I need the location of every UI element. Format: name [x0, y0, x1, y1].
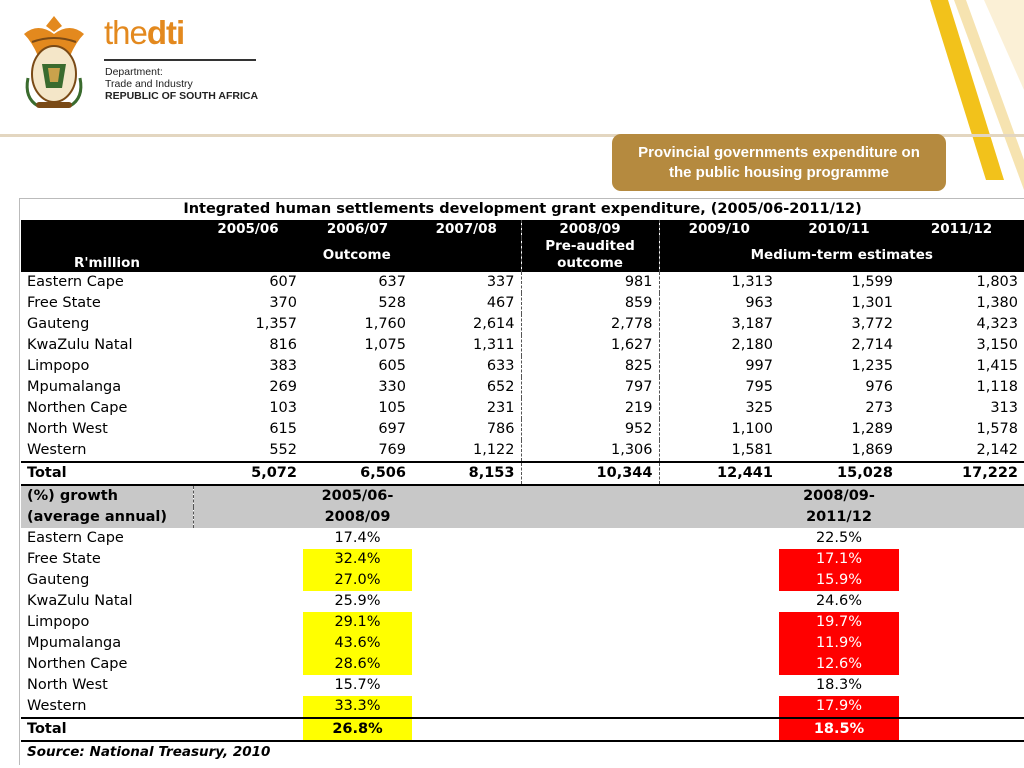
expenditure-value: 1,627	[521, 335, 659, 356]
expenditure-value: 952	[521, 419, 659, 440]
growth-row	[21, 528, 1024, 549]
spacer	[412, 591, 779, 612]
spacer	[899, 675, 1024, 696]
expenditure-value: 231	[412, 398, 521, 419]
spacer	[193, 570, 303, 591]
growth-total-b: 18.5%	[779, 718, 899, 741]
expenditure-value: 1,122	[412, 440, 521, 462]
total-label: Total	[21, 718, 193, 741]
expenditure-value: 269	[269, 379, 297, 395]
expenditure-value: 313	[990, 400, 1019, 416]
expenditure-value: 467	[412, 293, 521, 314]
department-name	[105, 66, 258, 102]
total-value: 17,222	[899, 462, 1024, 485]
total-value: 12,441	[659, 462, 779, 485]
growth-value-a: 27.0%	[303, 570, 412, 591]
spacer	[412, 675, 779, 696]
spacer	[193, 507, 303, 528]
expenditure-value: 633	[412, 356, 521, 377]
spacer	[412, 633, 779, 654]
expenditure-value: 337	[412, 272, 521, 293]
group-preaudited-line-2: outcome	[557, 255, 623, 271]
source-row	[21, 741, 1024, 763]
spacer	[899, 485, 1024, 507]
expenditure-value: 330	[378, 379, 406, 395]
expenditure-value: 273	[865, 400, 893, 416]
province-name: Limpopo	[27, 358, 90, 374]
province-name: Free State	[27, 551, 101, 567]
expenditure-value: 981	[521, 272, 659, 293]
spacer	[193, 591, 303, 612]
growth-value-b: 22.5%	[815, 530, 863, 546]
expenditure-value: 325	[745, 400, 773, 416]
growth-value-a: 43.6%	[303, 633, 412, 654]
expenditure-value: 1,311	[412, 335, 521, 356]
expenditure-value: 219	[521, 398, 659, 419]
slide-title-line-1: Provincial governments expenditure on	[638, 143, 920, 161]
expenditure-value: 370	[269, 295, 297, 311]
expenditure-table	[21, 199, 1024, 763]
total-value: 15,028	[779, 462, 899, 485]
table-row	[21, 377, 1024, 398]
year-header: 2006/07	[303, 220, 412, 238]
table-row	[21, 272, 1024, 293]
source-note: Source: National Treasury, 2010	[21, 741, 1024, 763]
group-mtef: Medium-term estimates	[659, 238, 1024, 272]
spacer	[412, 485, 779, 507]
expenditure-value: 795	[745, 379, 773, 395]
expenditure-value: 2,614	[412, 314, 521, 335]
growth-row	[21, 696, 1024, 718]
spacer	[193, 485, 303, 507]
expenditure-value: 1,578	[976, 421, 1019, 437]
growth-row	[21, 675, 1024, 696]
growth-value-a: 32.4%	[303, 549, 412, 570]
spacer	[899, 654, 1024, 675]
growth-value-b: 12.6%	[779, 654, 899, 675]
growth-row	[21, 591, 1024, 612]
province-name: Northen Cape	[27, 656, 128, 672]
growth-header-row	[21, 485, 1024, 507]
expenditure-value: 1,380	[976, 295, 1019, 311]
province-name: KwaZulu Natal	[27, 593, 133, 609]
table-caption: Integrated human settlements development grant expenditure, (2005/06-2011/12)	[21, 199, 1024, 220]
expenditure-value: 976	[865, 379, 893, 395]
expenditure-value: 2,180	[731, 337, 773, 353]
growth-label: (%) growth	[21, 485, 193, 507]
table-row	[21, 398, 1024, 419]
expenditure-value: 3,187	[731, 316, 773, 332]
expenditure-value: 1,306	[521, 440, 659, 462]
growth-value-b: 15.9%	[779, 570, 899, 591]
province-name: Western	[27, 698, 87, 714]
spacer	[412, 696, 779, 718]
spacer	[899, 549, 1024, 570]
expenditure-value: 1,415	[976, 358, 1019, 374]
growth-period-a: 2005/06-	[303, 485, 412, 507]
expenditure-value: 3,772	[851, 316, 893, 332]
province-name: Eastern Cape	[27, 530, 124, 546]
year-header: 2008/09	[521, 220, 659, 238]
table-row	[21, 440, 1024, 462]
unit-label: R'million	[21, 238, 193, 272]
expenditure-value: 1,869	[851, 442, 893, 458]
expenditure-value: 605	[378, 358, 406, 374]
expenditure-value: 2,778	[521, 314, 659, 335]
growth-header-row	[21, 507, 1024, 528]
expenditure-value: 552	[269, 442, 297, 458]
expenditure-value: 1,313	[731, 274, 773, 290]
expenditure-value: 1,235	[851, 358, 893, 374]
spacer	[899, 696, 1024, 718]
logo-divider	[104, 59, 256, 61]
spacer	[412, 528, 779, 549]
expenditure-value: 103	[269, 400, 297, 416]
expenditure-value: 607	[269, 274, 297, 290]
slide-title	[612, 134, 946, 191]
table-row	[21, 356, 1024, 377]
growth-value-b: 18.3%	[815, 677, 863, 693]
total-value: 5,072	[193, 462, 303, 485]
expenditure-value: 615	[269, 421, 297, 437]
spacer	[899, 718, 1024, 741]
spacer	[193, 612, 303, 633]
expenditure-value: 769	[378, 442, 406, 458]
spacer	[193, 549, 303, 570]
province-name: Mpumalanga	[27, 379, 122, 395]
expenditure-value: 4,323	[976, 316, 1019, 332]
spacer	[899, 591, 1024, 612]
expenditure-value: 697	[378, 421, 406, 437]
province-name: North West	[27, 677, 108, 693]
expenditure-value: 2,714	[851, 337, 893, 353]
dept-line-2: Trade and Industry	[105, 78, 193, 90]
group-preaudited	[521, 238, 659, 272]
spacer	[193, 675, 303, 696]
growth-value-a: 15.7%	[334, 677, 381, 693]
growth-row	[21, 654, 1024, 675]
table-row	[21, 335, 1024, 356]
slide-title-line-2: the public housing programme	[668, 163, 889, 181]
spacer	[193, 696, 303, 718]
expenditure-value: 1,301	[851, 295, 893, 311]
province-name: Western	[27, 442, 87, 458]
dept-line-3: REPUBLIC OF SOUTH AFRICA	[105, 90, 259, 102]
province-name: Gauteng	[27, 572, 90, 588]
growth-row	[21, 633, 1024, 654]
table-row	[21, 314, 1024, 335]
expenditure-value: 786	[412, 419, 521, 440]
expenditure-value: 1,803	[976, 274, 1019, 290]
growth-value-b: 17.9%	[779, 696, 899, 718]
province-name: Eastern Cape	[27, 274, 124, 290]
spacer	[412, 654, 779, 675]
expenditure-value: 105	[378, 400, 406, 416]
group-outcome: Outcome	[193, 238, 521, 272]
growth-total-row	[21, 718, 1024, 741]
total-row	[21, 462, 1024, 485]
growth-value-b: 11.9%	[779, 633, 899, 654]
expenditure-value: 1,581	[731, 442, 773, 458]
logo-the: the	[104, 14, 147, 51]
year-header: 2007/08	[412, 220, 521, 238]
expenditure-value: 997	[745, 358, 773, 374]
expenditure-value: 637	[378, 274, 406, 290]
year-header: 2005/06	[193, 220, 303, 238]
total-value: 8,153	[412, 462, 521, 485]
expenditure-value: 1,118	[976, 379, 1019, 395]
spacer	[899, 570, 1024, 591]
expenditure-value: 816	[269, 337, 297, 353]
spacer	[899, 507, 1024, 528]
dept-line-1: Department:	[105, 66, 163, 78]
spacer	[899, 528, 1024, 549]
expenditure-value: 825	[521, 356, 659, 377]
spacer	[193, 654, 303, 675]
growth-value-b: 19.7%	[779, 612, 899, 633]
spacer	[193, 718, 303, 741]
province-name: Limpopo	[27, 614, 90, 630]
group-preaudited-line-1: Pre-audited	[545, 238, 635, 254]
table-row	[21, 419, 1024, 440]
growth-period-b: 2008/09-	[779, 485, 899, 507]
growth-row	[21, 549, 1024, 570]
growth-value-b: 17.1%	[779, 549, 899, 570]
spacer	[412, 612, 779, 633]
growth-row	[21, 612, 1024, 633]
total-label: Total	[21, 462, 193, 485]
province-name: Free State	[27, 295, 101, 311]
growth-value-a: 25.9%	[334, 593, 381, 609]
spacer	[193, 528, 303, 549]
expenditure-value: 859	[521, 293, 659, 314]
growth-value-a: 29.1%	[303, 612, 412, 633]
province-name: Northen Cape	[27, 400, 128, 416]
growth-period-a: 2008/09	[303, 507, 412, 528]
table-row	[21, 293, 1024, 314]
growth-value-a: 28.6%	[303, 654, 412, 675]
expenditure-value: 1,760	[364, 316, 406, 332]
total-value: 6,506	[303, 462, 412, 485]
growth-row	[21, 570, 1024, 591]
expenditure-value: 3,150	[976, 337, 1019, 353]
expenditure-value: 383	[269, 358, 297, 374]
province-name: Gauteng	[27, 316, 90, 332]
expenditure-value: 1,075	[364, 337, 406, 353]
spacer	[899, 612, 1024, 633]
spacer	[412, 570, 779, 591]
province-name: Mpumalanga	[27, 635, 122, 651]
spacer	[193, 633, 303, 654]
expenditure-value: 963	[745, 295, 773, 311]
dti-logo	[104, 14, 184, 52]
coat-of-arms-logo	[18, 12, 90, 112]
growth-label: (average annual)	[21, 507, 193, 528]
header-blank	[21, 220, 193, 238]
province-name: North West	[27, 421, 108, 437]
expenditure-value: 528	[378, 295, 406, 311]
expenditure-value: 1,100	[731, 421, 773, 437]
spacer	[412, 549, 779, 570]
spacer	[412, 718, 779, 741]
logo-dti: dti	[146, 14, 185, 51]
growth-value-a: 33.3%	[303, 696, 412, 718]
growth-total-a: 26.8%	[303, 718, 412, 741]
expenditure-value: 1,599	[851, 274, 893, 290]
spacer	[899, 633, 1024, 654]
growth-period-b: 2011/12	[779, 507, 899, 528]
expenditure-value: 652	[412, 377, 521, 398]
year-header: 2011/12	[899, 220, 1024, 238]
total-value: 10,344	[521, 462, 659, 485]
spacer	[412, 507, 779, 528]
expenditure-value: 797	[521, 377, 659, 398]
year-header: 2010/11	[779, 220, 899, 238]
province-name: KwaZulu Natal	[27, 337, 133, 353]
growth-value-a: 17.4%	[334, 530, 381, 546]
year-header: 2009/10	[659, 220, 779, 238]
expenditure-value: 2,142	[976, 442, 1019, 458]
expenditure-value: 1,289	[851, 421, 893, 437]
growth-value-b: 24.6%	[815, 593, 863, 609]
expenditure-value: 1,357	[255, 316, 297, 332]
